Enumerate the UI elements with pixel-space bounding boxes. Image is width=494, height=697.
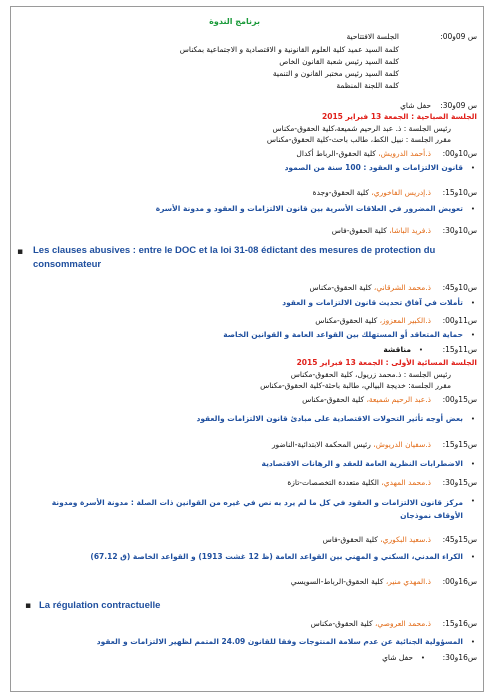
bullet-icon: • bbox=[418, 346, 423, 354]
talk-speaker-line bbox=[272, 440, 431, 450]
talk-speaker: ذ.عبد الرحيم شميعة، bbox=[366, 395, 431, 404]
talk-affiliation: كلية الحقوق-الرباط-السويسي bbox=[290, 577, 384, 586]
talk-speaker: ذ.المهدي منير، bbox=[385, 577, 431, 586]
talk-topic: La régulation contractuelle bbox=[39, 600, 161, 611]
talk-speaker: ذ.محمد الشرقاني، bbox=[373, 283, 431, 292]
talk-affiliation: كلية الحقوق-فاس bbox=[322, 535, 378, 544]
break-label: حفل شاي bbox=[382, 653, 413, 662]
talk-time: س15و30: bbox=[442, 478, 477, 487]
talk-speaker: ذ.سعيد البكوري، bbox=[380, 535, 431, 544]
opening-item: كلمة السيد عميد كلية العلوم القانونية و الاقتصادية و الاجتماعية بمكناس bbox=[179, 45, 399, 54]
talk-topic: تعويض المضرور في العلاقات الأسرية بين قانون الالتزامات و العقود و مدونة الأسرة bbox=[155, 204, 463, 213]
opening-item: كلمة اللجنة المنظمة bbox=[336, 81, 399, 90]
talk-time: س15و45: bbox=[442, 535, 477, 544]
bullet-icon: • bbox=[420, 654, 425, 662]
talk-topic: تأملات في آفاق تحديث قانون الالتزامات و العقود bbox=[282, 298, 463, 307]
talk-topic: قانون الالتزامات و العقود : 100 سنة من الصمود bbox=[284, 163, 463, 172]
talk-affiliation: كلية الحقوق-وجدة bbox=[312, 188, 369, 197]
talk-topic: حماية المتعاقد أو المستهلك بين القواعد العامة و القوانين الخاصة bbox=[223, 330, 463, 339]
talk-time: س15و00: bbox=[442, 395, 477, 404]
session-heading: الجلسة المسائية الأولى : الجمعة 13 فبراير 2015 bbox=[296, 358, 477, 367]
session-rapporteur: مقرر الجلسة: خديجة البيالي، طالبة باحثة-كلية الحقوق-مكناس bbox=[260, 381, 451, 390]
opening-item: كلمة السيد رئيس شعبة القانون الخاص bbox=[279, 57, 399, 66]
opening-time: س 09و00: bbox=[440, 32, 477, 41]
talk-topic: Les clauses abusives : entre le DOC et la loi 31-08 édictant des mesures de protection du consommateur bbox=[33, 245, 436, 270]
session-chair: رئيس الجلسة : ذ.محمد زريول، كلية الحقوق-مكناس bbox=[290, 370, 451, 379]
talk-time: س10و15: bbox=[442, 188, 477, 197]
session-chair: رئيس الجلسة : ذ. عبد الرحيم شميعة،كلية الحقوق-مكناس bbox=[272, 124, 451, 133]
talk-topic: المسؤولية الجنائية عن عدم سلامة المنتوجات وفقا للقانون 24.09 المتمم لظهير الالتزامات و العقود bbox=[96, 637, 463, 646]
talk-speaker: ذ.محمد العروصي، bbox=[374, 619, 431, 628]
break-label: حفل شاي bbox=[400, 101, 431, 110]
talk-speaker-line bbox=[315, 316, 431, 326]
opening-item: كلمة السيد رئيس مختبر القانون و التنمية bbox=[272, 69, 399, 78]
talk-affiliation: كلية الحقوق-فاس bbox=[331, 226, 387, 235]
talk-affiliation: كلية الحقوق-مكناس bbox=[315, 316, 378, 325]
bullet-icon: ▪ bbox=[25, 601, 32, 611]
talk-speaker-line bbox=[313, 188, 431, 198]
discussion-label: مناقشة bbox=[383, 345, 411, 354]
bullet-icon: • bbox=[470, 205, 475, 213]
talk-speaker: ذ.محمد المهدي، bbox=[381, 478, 431, 487]
discussion-time: س11و15: bbox=[442, 345, 477, 354]
bullet-icon: ▪ bbox=[17, 247, 24, 257]
talk-speaker: ذ.سفيان الدريوش، bbox=[373, 440, 431, 449]
bullet-icon: • bbox=[470, 415, 475, 423]
bullet-icon: • bbox=[470, 164, 475, 172]
talk-affiliation: كلية الحقوق-مكناس bbox=[309, 283, 372, 292]
talk-topic: الكراء المدني، السكني و المهني بين القواعد العامة (ظ 12 غشت 1913) و القواعد الخاصة (ق 67.12) bbox=[90, 552, 463, 561]
session-heading: الجلسة الصباحية : الجمعة 13 فبراير 2015 bbox=[322, 112, 477, 121]
talk-speaker-line bbox=[323, 535, 431, 545]
talk-affiliation: رئيس المحكمة الابتدائية-الناضور bbox=[271, 440, 371, 449]
break-time: س16و30: bbox=[442, 653, 477, 662]
talk-topic: مركز قانون الالتزامات و العقود في كل ما لم يرد به نص في غيره من القوانين ذات الصلة : مدونة الأسرة ومدونة الأوقاف نموذجان bbox=[51, 498, 463, 520]
talk-speaker-line bbox=[287, 478, 431, 488]
talk-speaker: ذ.الكبير المعزوز، bbox=[379, 316, 431, 325]
talk-speaker-line bbox=[291, 577, 431, 587]
talk-time: س16و15: bbox=[442, 619, 477, 628]
talk-speaker: ذ.أحمد الدرويش، bbox=[378, 149, 431, 158]
bullet-icon: • bbox=[470, 299, 475, 307]
break-time: س 09و30: bbox=[440, 101, 477, 110]
document-page bbox=[10, 6, 484, 692]
talk-affiliation: كلية الحقوق-مكناس bbox=[302, 395, 365, 404]
bullet-icon: • bbox=[470, 331, 475, 339]
talk-speaker-line bbox=[296, 149, 431, 159]
talk-affiliation: كلية الحقوق-مكناس bbox=[310, 619, 373, 628]
talk-speaker-line bbox=[332, 226, 431, 236]
talk-speaker: ذ.إدريس الفاخوري، bbox=[371, 188, 431, 197]
page-title: برنامج الندوة bbox=[209, 17, 260, 26]
talk-speaker-line bbox=[311, 619, 431, 629]
talk-speaker-line bbox=[310, 283, 431, 293]
bullet-icon: • bbox=[470, 460, 475, 468]
talk-affiliation: الكلية متعددة التخصصات-تازة bbox=[287, 478, 379, 487]
talk-speaker: ذ.فريد الباشا، bbox=[389, 226, 431, 235]
talk-time: س15و15: bbox=[442, 440, 477, 449]
talk-time: س11و00: bbox=[442, 316, 477, 325]
talk-time: س16و00: bbox=[442, 577, 477, 586]
bullet-icon: • bbox=[470, 497, 475, 505]
talk-time: س10و45: bbox=[442, 283, 477, 292]
talk-topic: الاضطرابات النظرية العامة للعقد و الرهانات الاقتصادية bbox=[261, 459, 463, 468]
talk-speaker-line bbox=[302, 395, 431, 405]
talk-time: س10و00: bbox=[442, 149, 477, 158]
session-rapporteur: مقرر الجلسة : نبيل الكط، طالب باحث-كلية الحقوق-مكناس bbox=[266, 135, 451, 144]
bullet-icon: • bbox=[470, 553, 475, 561]
talk-topic: بعض أوجه تأثير التحولات الاقتصادية على مبادئ قانون الالتزامات والعقود bbox=[196, 414, 463, 423]
bullet-icon: • bbox=[470, 638, 475, 646]
talk-time: س10و30: bbox=[442, 226, 477, 235]
talk-affiliation: كلية الحقوق-الرباط أكدال bbox=[296, 149, 376, 158]
opening-heading: الجلسة الافتتاحية bbox=[346, 32, 399, 41]
